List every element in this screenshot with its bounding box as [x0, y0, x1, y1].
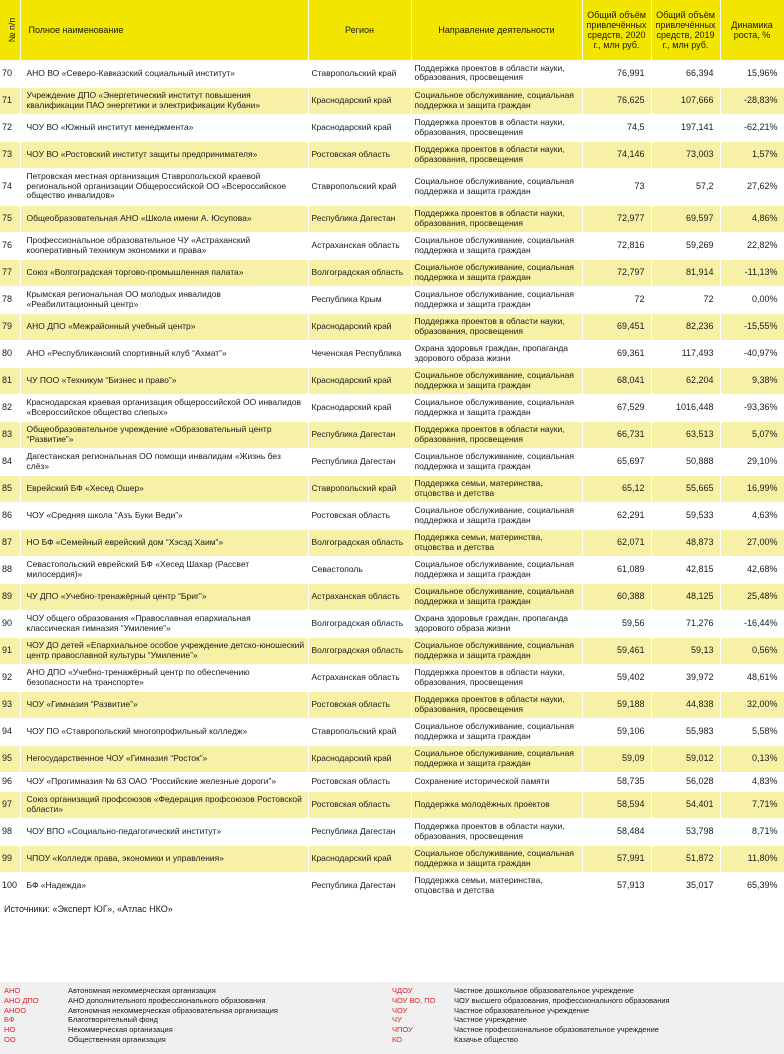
row-number: 78 [0, 286, 20, 313]
legend-text: Некоммерческая организация [68, 1025, 173, 1035]
legend-item [4, 1035, 278, 1045]
org-direction: Социальное обслуживание, социальная поддержка и защита граждан [411, 259, 582, 286]
org-region: Ростовская область [308, 502, 411, 529]
growth-dynamics: 16,99% [720, 475, 784, 502]
table-row [0, 772, 784, 791]
funds-2020: 57,991 [582, 845, 651, 872]
table-row [0, 286, 784, 313]
funds-2020: 58,484 [582, 818, 651, 845]
row-number: 76 [0, 232, 20, 259]
growth-dynamics: 4,86% [720, 205, 784, 232]
org-region: Волгоградская область [308, 529, 411, 556]
funds-2019: 59,13 [651, 637, 720, 664]
org-region: Севастополь [308, 556, 411, 583]
org-region: Республика Дагестан [308, 448, 411, 475]
funds-2019: 55,983 [651, 718, 720, 745]
table-row [0, 745, 784, 772]
funds-2019: 69,597 [651, 205, 720, 232]
row-number: 80 [0, 340, 20, 367]
row-number: 75 [0, 205, 20, 232]
table-body [0, 60, 784, 899]
funds-2020: 62,071 [582, 529, 651, 556]
growth-dynamics: 4,63% [720, 502, 784, 529]
table-row [0, 529, 784, 556]
funds-2019: 59,012 [651, 745, 720, 772]
funds-2020: 68,041 [582, 367, 651, 394]
org-name: Союз организаций профсоюзов «Федерация профсоюзов Ростовской области» [20, 791, 308, 818]
table-row [0, 141, 784, 168]
growth-dynamics: 1,57% [720, 141, 784, 168]
org-name: Общеобразовательная АНО «Школа имени А. Юсупова» [20, 205, 308, 232]
org-region: Астраханская область [308, 664, 411, 691]
sources-note: Источники: «Эксперт ЮГ», «Атлас НКО» [4, 903, 173, 914]
org-region: Астраханская область [308, 232, 411, 259]
org-direction: Социальное обслуживание, социальная поддержка и защита граждан [411, 367, 582, 394]
org-name: Союз «Волгоградская торгово-промышленная палата» [20, 259, 308, 286]
legend-item [4, 986, 278, 996]
funds-2019: 54,401 [651, 791, 720, 818]
legend-item [392, 1015, 670, 1025]
funds-2019: 48,125 [651, 583, 720, 610]
org-region: Ставропольский край [308, 475, 411, 502]
funds-2020: 59,402 [582, 664, 651, 691]
legend-abbr: ЧДОУ [392, 986, 413, 995]
org-region: Республика Дагестан [308, 205, 411, 232]
growth-dynamics: 22,82% [720, 232, 784, 259]
funds-2020: 74,146 [582, 141, 651, 168]
growth-dynamics: -40,97% [720, 340, 784, 367]
row-number: 97 [0, 791, 20, 818]
legend-abbr: БФ [4, 1015, 15, 1025]
legend-abbr: ЧОУ ВО, ПО [392, 995, 436, 1005]
org-name: АНО ДПО «Межрайонный учебный центр» [20, 313, 308, 340]
header-name: Полное наименование [20, 0, 308, 60]
funds-2020: 59,106 [582, 718, 651, 745]
org-direction: Социальное обслуживание, социальная поддержка и защита граждан [411, 637, 582, 664]
table-row [0, 872, 784, 899]
funds-2020: 66,731 [582, 421, 651, 448]
org-direction: Социальное обслуживание, социальная поддержка и защита граждан [411, 168, 582, 205]
row-number: 83 [0, 421, 20, 448]
org-direction: Социальное обслуживание, социальная поддержка и защита граждан [411, 232, 582, 259]
legend-item [4, 1006, 278, 1016]
org-name: Профессиональное образовательное ЧУ «Астраханский кооперативный техникум экономики и права» [20, 232, 308, 259]
table-row [0, 313, 784, 340]
growth-dynamics: 65,39% [720, 872, 784, 899]
funds-2020: 76,625 [582, 87, 651, 114]
org-region: Волгоградская область [308, 259, 411, 286]
legend-text: ЧОУ высшего образования, профессионального образования [454, 995, 670, 1005]
table-row [0, 114, 784, 141]
org-name: Дагестанская региональная ОО помощи инвалидам «Жизнь без слёз» [20, 448, 308, 475]
funds-2019: 82,236 [651, 313, 720, 340]
org-region: Ставропольский край [308, 60, 411, 87]
growth-dynamics: 0,56% [720, 637, 784, 664]
org-direction: Поддержка семьи, материнства, отцовства и детства [411, 872, 582, 899]
growth-dynamics: 5,58% [720, 718, 784, 745]
funds-2019: 53,798 [651, 818, 720, 845]
legend-text: Частное дошкольное образовательное учреждение [454, 986, 634, 995]
growth-dynamics: 0,13% [720, 745, 784, 772]
funds-2020: 69,451 [582, 313, 651, 340]
org-region: Ставропольский край [308, 168, 411, 205]
legend-abbr: ЧОУ [392, 1005, 408, 1015]
org-region: Республика Дагестан [308, 421, 411, 448]
funds-2019: 39,972 [651, 664, 720, 691]
org-region: Ростовская область [308, 141, 411, 168]
table-row [0, 394, 784, 421]
row-number: 82 [0, 394, 20, 421]
growth-dynamics: 27,62% [720, 168, 784, 205]
legend-text: АНО дополнительного профессионального образования [68, 995, 266, 1005]
row-number: 95 [0, 745, 20, 772]
org-direction: Охрана здоровья граждан, пропаганда здорового образа жизни [411, 610, 582, 637]
growth-dynamics: 42,68% [720, 556, 784, 583]
org-region: Республика Дагестан [308, 872, 411, 899]
row-number: 85 [0, 475, 20, 502]
row-number: 90 [0, 610, 20, 637]
growth-dynamics: 5,07% [720, 421, 784, 448]
table-row [0, 205, 784, 232]
legend-text: Казачье общество [454, 1034, 518, 1044]
org-region: Ростовская область [308, 691, 411, 718]
legend-abbr: АНО ДПО [4, 995, 39, 1005]
growth-dynamics: 32,00% [720, 691, 784, 718]
table-row [0, 421, 784, 448]
growth-dynamics: 9,38% [720, 367, 784, 394]
org-direction: Социальное обслуживание, социальная поддержка и защита граждан [411, 556, 582, 583]
org-direction: Поддержка проектов в области науки, образования, просвещения [411, 691, 582, 718]
org-direction: Социальное обслуживание, социальная поддержка и защита граждан [411, 394, 582, 421]
row-number: 84 [0, 448, 20, 475]
table-row [0, 818, 784, 845]
table-row [0, 475, 784, 502]
org-direction: Сохранение исторической памяти [411, 772, 582, 791]
funds-2019: 71,276 [651, 610, 720, 637]
funds-2020: 59,188 [582, 691, 651, 718]
org-direction: Поддержка семьи, материнства, отцовства и детства [411, 529, 582, 556]
org-name: Еврейский БФ «Хесед Ошер» [20, 475, 308, 502]
org-direction: Социальное обслуживание, социальная поддержка и защита граждан [411, 583, 582, 610]
legend-text: Частное профессиональное образовательное учреждение [454, 1025, 659, 1035]
org-name: Учреждение ДПО «Энергетический институт повышения квалификации ПАО энергетики и электрификации Кубани» [20, 87, 308, 114]
growth-dynamics: 7,71% [720, 791, 784, 818]
row-number: 86 [0, 502, 20, 529]
growth-dynamics: 4,83% [720, 772, 784, 791]
org-region: Ростовская область [308, 791, 411, 818]
org-name: ЧПОУ «Колледж права, экономики и управления» [20, 845, 308, 872]
legend-item [4, 996, 278, 1006]
table-row [0, 718, 784, 745]
legend-item [4, 1015, 278, 1025]
row-number: 70 [0, 60, 20, 87]
org-name: ЧУ ДПО «Учебно-тренажёрный центр “Бриг”» [20, 583, 308, 610]
growth-dynamics: -15,55% [720, 313, 784, 340]
legend-left-column [4, 986, 278, 1045]
funds-2019: 66,394 [651, 60, 720, 87]
org-direction: Поддержка проектов в области науки, образования, просвещения [411, 141, 582, 168]
org-region: Волгоградская область [308, 610, 411, 637]
funds-2020: 60,388 [582, 583, 651, 610]
org-region: Краснодарский край [308, 313, 411, 340]
org-direction: Поддержка проектов в области науки, образования, просвещения [411, 313, 582, 340]
funds-2020: 69,361 [582, 340, 651, 367]
legend-abbr: ЧПОУ [392, 1025, 413, 1035]
funds-2020: 76,991 [582, 60, 651, 87]
funds-2020: 65,12 [582, 475, 651, 502]
funds-2020: 59,09 [582, 745, 651, 772]
org-direction: Поддержка проектов в области науки, образования, просвещения [411, 205, 582, 232]
org-name: ЧОУ ВПО «Социально-педагогический институт» [20, 818, 308, 845]
row-number: 73 [0, 141, 20, 168]
table-row [0, 691, 784, 718]
funds-2019: 107,666 [651, 87, 720, 114]
row-number: 94 [0, 718, 20, 745]
legend-text: Автономная некоммерческая образовательная организация [68, 1005, 278, 1015]
org-region: Астраханская область [308, 583, 411, 610]
funds-2020: 72,816 [582, 232, 651, 259]
org-name: Краснодарская краевая организация общероссийской ОО инвалидов «Всероссийское общество слепых» [20, 394, 308, 421]
legend-abbr: ЧУ [392, 1015, 402, 1025]
growth-dynamics: -28,83% [720, 87, 784, 114]
funds-2020: 62,291 [582, 502, 651, 529]
table-row [0, 367, 784, 394]
funds-2019: 197,141 [651, 114, 720, 141]
funds-2019: 62,204 [651, 367, 720, 394]
header-num: № п/п [0, 0, 20, 60]
row-number: 100 [0, 872, 20, 899]
legend-item [392, 1006, 670, 1016]
legend-item [4, 1025, 278, 1035]
row-number: 81 [0, 367, 20, 394]
funds-2019: 73,003 [651, 141, 720, 168]
funds-2019: 81,914 [651, 259, 720, 286]
header-region: Регион [308, 0, 411, 60]
org-region: Волгоградская область [308, 637, 411, 664]
org-name: АНО «Республиканский спортивный клуб “Ахмат”» [20, 340, 308, 367]
table-row [0, 664, 784, 691]
header-direction: Направление деятельности [411, 0, 582, 60]
funds-2019: 35,017 [651, 872, 720, 899]
table-row [0, 448, 784, 475]
org-direction: Охрана здоровья граждан, пропаганда здорового образа жизни [411, 340, 582, 367]
funds-2020: 58,735 [582, 772, 651, 791]
org-region: Ростовская область [308, 772, 411, 791]
org-direction: Поддержка молодёжных проектов [411, 791, 582, 818]
funds-2019: 51,872 [651, 845, 720, 872]
header-2020: Общий объём привлечённых средств, 2020 г., млн руб. [582, 0, 651, 60]
row-number: 89 [0, 583, 20, 610]
org-name: ЧОУ ДО детей «Епархиальное особое учреждение детско-юношеский центр православной культуры “Умиление”» [20, 637, 308, 664]
org-direction: Социальное обслуживание, социальная поддержка и защита граждан [411, 448, 582, 475]
org-direction: Социальное обслуживание, социальная поддержка и защита граждан [411, 745, 582, 772]
growth-dynamics: 29,10% [720, 448, 784, 475]
legend-abbr: ОО [4, 1034, 16, 1044]
funds-2019: 50,888 [651, 448, 720, 475]
funds-2019: 44,838 [651, 691, 720, 718]
legend-item [392, 1025, 670, 1035]
funds-2019: 57,2 [651, 168, 720, 205]
row-number: 96 [0, 772, 20, 791]
legend-right-column [392, 986, 670, 1045]
legend-item [392, 996, 670, 1006]
org-name: АНО ДПО «Учебно-тренажёрный центр по обеспечению безопасности на транспорте» [20, 664, 308, 691]
table-row [0, 637, 784, 664]
funds-2020: 59,56 [582, 610, 651, 637]
org-direction: Социальное обслуживание, социальная поддержка и защита граждан [411, 502, 582, 529]
table-row [0, 259, 784, 286]
org-region: Краснодарский край [308, 394, 411, 421]
org-name: ЧОУ «Прогимназия № 63 ОАО “Российские железные дороги”» [20, 772, 308, 791]
legend-text: Частное образовательное учреждение [454, 1005, 590, 1015]
funds-2020: 59,461 [582, 637, 651, 664]
header-2019: Общий объём привлечённых средств, 2019 г., млн руб. [651, 0, 720, 60]
org-direction: Поддержка проектов в области науки, образования, просвещения [411, 114, 582, 141]
legend-text: Частное учреждение [454, 1015, 527, 1025]
org-region: Республика Крым [308, 286, 411, 313]
legend-item [392, 986, 670, 996]
org-name: НО БФ «Семейный еврейский дом “Хэсэд Хаим”» [20, 529, 308, 556]
funds-2019: 63,513 [651, 421, 720, 448]
funds-2020: 74,5 [582, 114, 651, 141]
funds-2020: 57,913 [582, 872, 651, 899]
org-direction: Поддержка семьи, материнства, отцовства и детства [411, 475, 582, 502]
org-region: Краснодарский край [308, 845, 411, 872]
funds-2020: 72,977 [582, 205, 651, 232]
org-name: ЧОУ ВО «Южный институт менеджмента» [20, 114, 308, 141]
org-name: Негосударственное ЧОУ «Гимназия “Росток”» [20, 745, 308, 772]
abbreviation-legend [0, 982, 784, 1054]
row-number: 79 [0, 313, 20, 340]
org-direction: Поддержка проектов в области науки, образования, просвещения [411, 60, 582, 87]
legend-abbr: АНО [4, 986, 21, 995]
org-region: Краснодарский край [308, 367, 411, 394]
org-direction: Поддержка проектов в области науки, образования, просвещения [411, 664, 582, 691]
growth-dynamics: 48,61% [720, 664, 784, 691]
funds-2019: 59,533 [651, 502, 720, 529]
funds-2019: 72 [651, 286, 720, 313]
row-number: 77 [0, 259, 20, 286]
table-row [0, 60, 784, 87]
org-region: Ставропольский край [308, 718, 411, 745]
org-name: АНО ВО «Северо-Кавказский социальный институт» [20, 60, 308, 87]
org-direction: Поддержка проектов в области науки, образования, просвещения [411, 421, 582, 448]
org-name: Севастопольский еврейский БФ «Хесед Шахар (Рассвет милосердия)» [20, 556, 308, 583]
funds-2020: 58,594 [582, 791, 651, 818]
table-row [0, 168, 784, 205]
funds-2019: 48,873 [651, 529, 720, 556]
org-name: ЧОУ «Средняя школа “Азъ Буки Веди”» [20, 502, 308, 529]
growth-dynamics: 27,00% [720, 529, 784, 556]
growth-dynamics: 8,71% [720, 818, 784, 845]
funds-2020: 72,797 [582, 259, 651, 286]
funds-2019: 117,493 [651, 340, 720, 367]
funds-2019: 42,815 [651, 556, 720, 583]
row-number: 71 [0, 87, 20, 114]
legend-text: Общественная организация [68, 1034, 166, 1044]
org-name: ЧУ ПОО «Техникум “Бизнес и право”» [20, 367, 308, 394]
funds-2020: 61,089 [582, 556, 651, 583]
table-row [0, 583, 784, 610]
row-number: 98 [0, 818, 20, 845]
org-region: Краснодарский край [308, 114, 411, 141]
org-name: Петровская местная организация Ставропольской краевой региональной организации Общероссийской ОО «Всероссийское общество инвалидов» [20, 168, 308, 205]
org-name: Общеобразовательное учреждение «Образовательный центр “Развитие”» [20, 421, 308, 448]
row-number: 92 [0, 664, 20, 691]
funds-2020: 67,529 [582, 394, 651, 421]
row-number: 72 [0, 114, 20, 141]
row-number: 91 [0, 637, 20, 664]
table-row [0, 791, 784, 818]
funds-2020: 65,697 [582, 448, 651, 475]
row-number: 74 [0, 168, 20, 205]
growth-dynamics: 25,48% [720, 583, 784, 610]
org-direction: Социальное обслуживание, социальная поддержка и защита граждан [411, 845, 582, 872]
row-number: 99 [0, 845, 20, 872]
legend-abbr: АНОО [4, 1005, 27, 1015]
funds-2019: 55,665 [651, 475, 720, 502]
org-name: ЧОУ ВО «Ростовский институт защиты предпринимателя» [20, 141, 308, 168]
legend-text: Автономная некоммерческая организация [68, 986, 216, 995]
growth-dynamics: -16,44% [720, 610, 784, 637]
org-name: ЧОУ общего образования «Православная епархиальная классическая гимназия “Умиление”» [20, 610, 308, 637]
table-row [0, 340, 784, 367]
table-row [0, 845, 784, 872]
funds-2020: 73 [582, 168, 651, 205]
org-name: ЧОУ «Гимназия “Развитие”» [20, 691, 308, 718]
org-direction: Социальное обслуживание, социальная поддержка и защита граждан [411, 87, 582, 114]
legend-item [392, 1035, 670, 1045]
growth-dynamics: -62,21% [720, 114, 784, 141]
table-header [0, 0, 784, 60]
org-region: Краснодарский край [308, 745, 411, 772]
funds-2019: 1016,448 [651, 394, 720, 421]
table-row [0, 502, 784, 529]
growth-dynamics: 0,00% [720, 286, 784, 313]
row-number: 93 [0, 691, 20, 718]
org-direction: Социальное обслуживание, социальная поддержка и защита граждан [411, 718, 582, 745]
org-direction: Социальное обслуживание, социальная поддержка и защита граждан [411, 286, 582, 313]
header-dynamics: Динамика роста, % [720, 0, 784, 60]
org-name: Крымская региональная ОО молодых инвалидов «Реабилитационный центр» [20, 286, 308, 313]
funds-2019: 59,269 [651, 232, 720, 259]
org-region: Республика Дагестан [308, 818, 411, 845]
funds-2019: 56,028 [651, 772, 720, 791]
org-name: БФ «Надежда» [20, 872, 308, 899]
funds-2020: 72 [582, 286, 651, 313]
growth-dynamics: 11,80% [720, 845, 784, 872]
legend-abbr: КО [392, 1034, 403, 1044]
org-direction: Поддержка проектов в области науки, образования, просвещения [411, 818, 582, 845]
table-row [0, 87, 784, 114]
growth-dynamics: 15,96% [720, 60, 784, 87]
org-region: Чеченская Республика [308, 340, 411, 367]
legend-abbr: НО [4, 1025, 16, 1035]
growth-dynamics: -93,36% [720, 394, 784, 421]
row-number: 87 [0, 529, 20, 556]
table-row [0, 232, 784, 259]
table-row [0, 610, 784, 637]
org-region: Краснодарский край [308, 87, 411, 114]
legend-text: Благотворительный фонд [68, 1015, 159, 1025]
row-number: 88 [0, 556, 20, 583]
table-row [0, 556, 784, 583]
org-name: ЧОУ ПО «Ставропольский многопрофильный колледж» [20, 718, 308, 745]
growth-dynamics: -11,13% [720, 259, 784, 286]
